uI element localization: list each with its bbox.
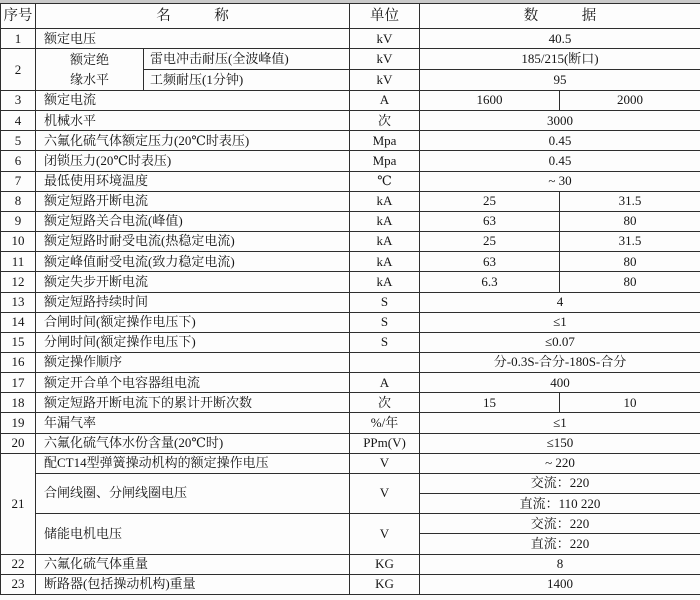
value-cell: 1400 bbox=[420, 574, 700, 594]
serial-cell: 3 bbox=[1, 90, 36, 110]
value-left-cell: 15 bbox=[420, 393, 560, 413]
value-cell: 8 bbox=[420, 554, 700, 574]
table-row bbox=[1, 252, 700, 272]
name-cell: 额定短路关合电流(峰值) bbox=[36, 211, 350, 231]
name-cell: 额定开合单个电容器组电流 bbox=[36, 373, 350, 393]
serial-cell: 17 bbox=[1, 373, 36, 393]
table-row bbox=[1, 554, 700, 574]
serial-cell: 20 bbox=[1, 433, 36, 453]
name-cell: 储能电机电压 bbox=[36, 514, 350, 554]
name-cell: 额定失步开断电流 bbox=[36, 272, 350, 292]
unit-cell: ℃ bbox=[350, 171, 420, 191]
table-row bbox=[1, 151, 700, 171]
serial-cell: 15 bbox=[1, 332, 36, 352]
serial-cell: 19 bbox=[1, 413, 36, 433]
value-cell: 直流：110 220 bbox=[420, 494, 700, 514]
spec-table bbox=[0, 3, 700, 595]
name-cell: 合闸时间(额定操作电压下) bbox=[36, 312, 350, 332]
table-row bbox=[1, 453, 700, 473]
name-cell: 额定短路开断电流下的累计开断次数 bbox=[36, 393, 350, 413]
name-cell: 年漏气率 bbox=[36, 413, 350, 433]
header-col-unit: 单位 bbox=[350, 4, 420, 29]
name-cell: 闭锁压力(20℃时表压) bbox=[36, 151, 350, 171]
value-cell: 交流：220 bbox=[420, 473, 700, 493]
serial-cell: 1 bbox=[1, 29, 36, 49]
name-cell: 额定操作顺序 bbox=[36, 352, 350, 372]
table-row bbox=[1, 111, 700, 131]
unit-cell: kV bbox=[350, 49, 420, 70]
unit-cell: kA bbox=[350, 191, 420, 211]
unit-cell: kA bbox=[350, 211, 420, 231]
table-row bbox=[1, 514, 700, 534]
serial-cell: 6 bbox=[1, 151, 36, 171]
value-right-cell: 31.5 bbox=[560, 232, 700, 252]
value-left-cell: 25 bbox=[420, 232, 560, 252]
serial-cell: 23 bbox=[1, 574, 36, 594]
table-row bbox=[1, 433, 700, 453]
value-cell: 0.45 bbox=[420, 151, 700, 171]
value-right-cell: 80 bbox=[560, 272, 700, 292]
header-col-data: 数 据 bbox=[420, 4, 700, 29]
header-row bbox=[1, 4, 700, 29]
value-left-cell: 63 bbox=[420, 211, 560, 231]
serial-cell: 16 bbox=[1, 352, 36, 372]
value-cell: ~ 220 bbox=[420, 453, 700, 473]
name-cell: 合闸线圈、分闸线圈电压 bbox=[36, 473, 350, 513]
header-col-serial: 序号 bbox=[1, 4, 36, 29]
unit-cell: S bbox=[350, 332, 420, 352]
serial-cell: 18 bbox=[1, 393, 36, 413]
table-row bbox=[1, 413, 700, 433]
serial-cell: 12 bbox=[1, 272, 36, 292]
value-left-cell: 25 bbox=[420, 191, 560, 211]
unit-cell: kA bbox=[350, 272, 420, 292]
sub-name-cell: 工频耐压(1分钟) bbox=[144, 70, 350, 91]
name-cell: 断路器(包括操动机构)重量 bbox=[36, 574, 350, 594]
value-cell: 400 bbox=[420, 373, 700, 393]
value-cell: 185/215(断口) bbox=[420, 49, 700, 70]
table-row bbox=[1, 232, 700, 252]
unit-cell: A bbox=[350, 373, 420, 393]
value-left-cell: 6.3 bbox=[420, 272, 560, 292]
name-cell: 六氟化硫气体重量 bbox=[36, 554, 350, 574]
value-cell: 95 bbox=[420, 70, 700, 91]
name-cell: 额定峰值耐受电流(致力稳定电流) bbox=[36, 252, 350, 272]
sub-name-cell: 雷电冲击耐压(全波峰值) bbox=[144, 49, 350, 70]
header-col-name: 名 称 bbox=[36, 4, 350, 29]
serial-cell: 4 bbox=[1, 111, 36, 131]
unit-cell: KG bbox=[350, 574, 420, 594]
table-row bbox=[1, 312, 700, 332]
serial-cell: 5 bbox=[1, 131, 36, 151]
serial-cell: 7 bbox=[1, 171, 36, 191]
unit-cell: A bbox=[350, 90, 420, 110]
unit-cell: Mpa bbox=[350, 151, 420, 171]
table-row bbox=[1, 191, 700, 211]
name-cell: 配CT14型弹簧操动机构的额定操作电压 bbox=[36, 453, 350, 473]
table-row bbox=[1, 211, 700, 231]
value-left-cell: 63 bbox=[420, 252, 560, 272]
table-row bbox=[1, 373, 700, 393]
table-row bbox=[1, 393, 700, 413]
value-cell: ≤1 bbox=[420, 413, 700, 433]
serial-cell: 8 bbox=[1, 191, 36, 211]
table-row bbox=[1, 292, 700, 312]
value-cell: 0.45 bbox=[420, 131, 700, 151]
unit-cell: 次 bbox=[350, 393, 420, 413]
value-cell: 3000 bbox=[420, 111, 700, 131]
serial-cell: 2 bbox=[1, 49, 36, 91]
value-right-cell: 2000 bbox=[560, 90, 700, 110]
serial-cell: 10 bbox=[1, 232, 36, 252]
name-cell: 机械水平 bbox=[36, 111, 350, 131]
value-right-cell: 31.5 bbox=[560, 191, 700, 211]
value-cell: ≤1 bbox=[420, 312, 700, 332]
unit-cell: %/年 bbox=[350, 413, 420, 433]
value-cell: ~ 30 bbox=[420, 171, 700, 191]
value-cell: ≤0.07 bbox=[420, 332, 700, 352]
value-right-cell: 10 bbox=[560, 393, 700, 413]
unit-cell: Mpa bbox=[350, 131, 420, 151]
value-right-cell: 80 bbox=[560, 211, 700, 231]
value-cell: 40.5 bbox=[420, 29, 700, 49]
name-cell: 六氟化硫气体水份含量(20℃时) bbox=[36, 433, 350, 453]
unit-cell: KG bbox=[350, 554, 420, 574]
value-cell: 交流：220 bbox=[420, 514, 700, 534]
table-row bbox=[1, 352, 700, 372]
unit-cell: V bbox=[350, 514, 420, 554]
group-name-cell bbox=[36, 49, 144, 91]
table-row bbox=[1, 574, 700, 594]
name-cell: 六氟化硫气体额定压力(20℃时表压) bbox=[36, 131, 350, 151]
unit-cell: kV bbox=[350, 29, 420, 49]
group-name-label: 额定绝缘水平 bbox=[70, 51, 110, 87]
serial-cell: 21 bbox=[1, 453, 36, 554]
name-cell: 额定短路开断电流 bbox=[36, 191, 350, 211]
table-row bbox=[1, 90, 700, 110]
value-left-cell: 1600 bbox=[420, 90, 560, 110]
serial-cell: 14 bbox=[1, 312, 36, 332]
value-right-cell: 80 bbox=[560, 252, 700, 272]
name-cell: 额定电压 bbox=[36, 29, 350, 49]
value-cell: 直流：220 bbox=[420, 534, 700, 554]
unit-cell: kA bbox=[350, 252, 420, 272]
table-row bbox=[1, 171, 700, 191]
serial-cell: 9 bbox=[1, 211, 36, 231]
unit-cell: kV bbox=[350, 70, 420, 91]
table-row bbox=[1, 29, 700, 49]
unit-cell: S bbox=[350, 292, 420, 312]
unit-cell: V bbox=[350, 473, 420, 513]
serial-cell: 22 bbox=[1, 554, 36, 574]
value-cell: 4 bbox=[420, 292, 700, 312]
unit-cell: 次 bbox=[350, 111, 420, 131]
value-cell: 分-0.3S-合分-180S-合分 bbox=[420, 352, 700, 372]
name-cell: 最低使用环境温度 bbox=[36, 171, 350, 191]
serial-cell: 11 bbox=[1, 252, 36, 272]
name-cell: 分闸时间(额定操作电压下) bbox=[36, 332, 350, 352]
value-cell: ≤150 bbox=[420, 433, 700, 453]
serial-cell: 13 bbox=[1, 292, 36, 312]
table-row bbox=[1, 332, 700, 352]
name-cell: 额定短路时耐受电流(热稳定电流) bbox=[36, 232, 350, 252]
table-row bbox=[1, 131, 700, 151]
table-row bbox=[1, 272, 700, 292]
unit-cell: V bbox=[350, 453, 420, 473]
name-cell: 额定电流 bbox=[36, 90, 350, 110]
unit-cell bbox=[350, 352, 420, 372]
unit-cell: S bbox=[350, 312, 420, 332]
name-cell: 额定短路持续时间 bbox=[36, 292, 350, 312]
unit-cell: PPm(V) bbox=[350, 433, 420, 453]
table-row bbox=[1, 473, 700, 493]
table-row bbox=[1, 49, 700, 70]
unit-cell: kA bbox=[350, 232, 420, 252]
